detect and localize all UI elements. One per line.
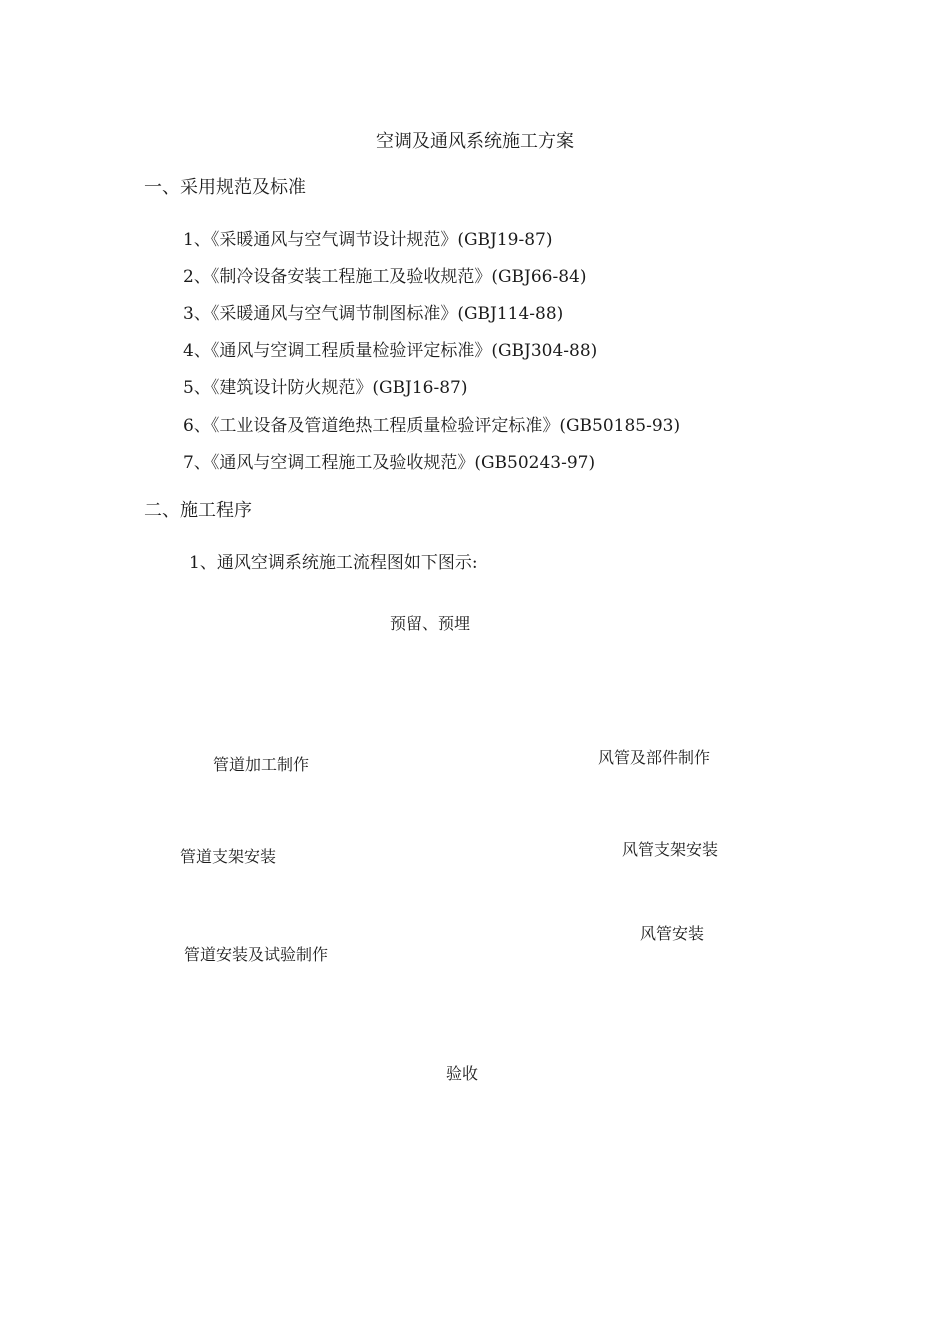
flow-node-left: 管道安装及试验制作 [184,945,329,964]
flow-node-start: 预留、预埋 [390,614,471,633]
flow-node-right: 风管及部件制作 [598,748,711,767]
document-title: 空调及通风系统施工方案 [376,131,574,152]
flow-node-left: 管道支架安装 [180,847,277,866]
standard-item: 6、《工业设备及管道绝热工程质量检验评定标准》(GB50185-93) [183,416,681,436]
standard-item: 5、《建筑设计防火规范》(GBJ16-87) [183,378,468,398]
flow-node-left: 管道加工制作 [213,755,310,774]
flow-node-right: 风管安装 [640,924,705,943]
section-heading-standards: 一、采用规范及标准 [144,177,306,198]
flow-node-end: 验收 [446,1064,479,1083]
standard-item: 2、《制冷设备安装工程施工及验收规范》(GBJ66-84) [183,267,587,287]
flow-node-right: 风管支架安装 [622,840,719,859]
flowchart-intro: 1、通风空调系统施工流程图如下图示: [189,553,478,573]
section-heading-procedure: 二、施工程序 [144,500,252,521]
standard-item: 3、《采暖通风与空气调节制图标准》(GBJ114-88) [183,304,564,324]
standard-item: 1、《采暖通风与空气调节设计规范》(GBJ19-87) [183,230,553,250]
standard-item: 4、《通风与空调工程质量检验评定标准》(GBJ304-88) [183,341,598,361]
standard-item: 7、《通风与空调工程施工及验收规范》(GB50243-97) [183,453,596,473]
